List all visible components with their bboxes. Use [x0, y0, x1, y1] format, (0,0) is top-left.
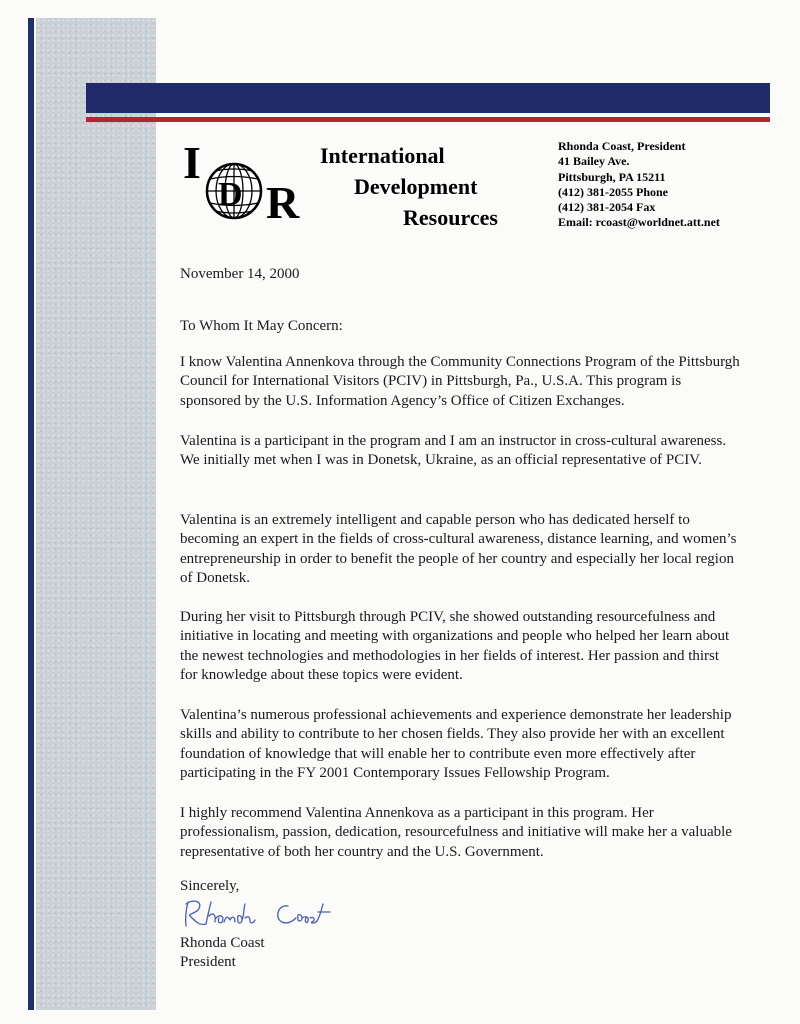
- contact-fax: (412) 381-2054 Fax: [558, 200, 656, 215]
- org-name-line-2: Development: [354, 174, 478, 199]
- signer-title: President: [180, 954, 236, 970]
- letter-date: November 14, 2000: [180, 266, 300, 282]
- contact-block: [558, 139, 720, 231]
- contact-phone: (412) 381-2055 Phone: [558, 184, 668, 199]
- body-paragraph-1: I know Valentina Annenkova through the Community Connections Program of the Pittsburgh Council for International Visitors (PCIV) in Pittsburgh, Pa., U.S.A. This program is sponsored by the U.S. Information Agency’s Office of Citizen Exchanges.: [180, 354, 740, 409]
- body-paragraph-2: Valentina is a participant in the program and I am an instructor in cross-cultural awareness. We initially met when I was in Donetsk, Ukraine, as an official representative of PCIV.: [180, 433, 727, 469]
- left-gray-strip: [36, 18, 156, 1010]
- org-name-line-3: Resources: [403, 205, 498, 230]
- body-paragraph-3: Valentina is an extremely intelligent and capable person who has dedicated herself to becoming an expert in the fields of cross-cultural awareness, distance learning, and women’s entrepreneurship in order to benefit the people of her country and especially her local region of Donetsk.: [180, 512, 737, 586]
- logo-letter-r: R: [266, 177, 300, 228]
- contact-street: 41 Bailey Ave.: [558, 154, 630, 169]
- contact-email: Email: rcoast@worldnet.att.net: [558, 215, 720, 230]
- handwritten-signature: [180, 896, 350, 932]
- body-paragraph-5: Valentina’s numerous professional achievements and experience demonstrate her leadership skills and ability to contribute to her chosen fields. They also provide her with an excellent foundation of knowledge that will enable her to contribute even more effectively after participating in the FY 2001 Contemporary Issues Fellowship Program.: [180, 707, 732, 781]
- salutation: To Whom It May Concern:: [180, 318, 343, 334]
- closing: Sincerely,: [180, 878, 240, 894]
- signer-name: Rhonda Coast: [180, 935, 265, 951]
- idr-logo: [183, 137, 303, 230]
- org-name-line-1: International: [320, 143, 445, 168]
- logo-letter-d: D: [218, 176, 243, 213]
- body-paragraph-6: I highly recommend Valentina Annenkova as a participant in this program. Her professionalism, passion, dedication, resourcefulness and initiative will make her a valuable representative of both her country and the U.S. Government.: [180, 805, 732, 860]
- header-blue-bar: [86, 83, 770, 113]
- contact-city: Pittsburgh, PA 15211: [558, 169, 666, 184]
- contact-president: Rhonda Coast, President: [558, 139, 686, 153]
- header-red-bar: [86, 117, 770, 122]
- body-paragraph-4: During her visit to Pittsburgh through PCIV, she showed outstanding resourcefulness and initiative in locating and meeting with organizations and people who helped her learn about the newest technologies and methodologies in her fields of interest. Her passion and thirst for knowledge about these topics were evident.: [180, 609, 730, 683]
- left-blue-strip: [28, 18, 34, 1010]
- logo-letter-i: I: [183, 137, 201, 188]
